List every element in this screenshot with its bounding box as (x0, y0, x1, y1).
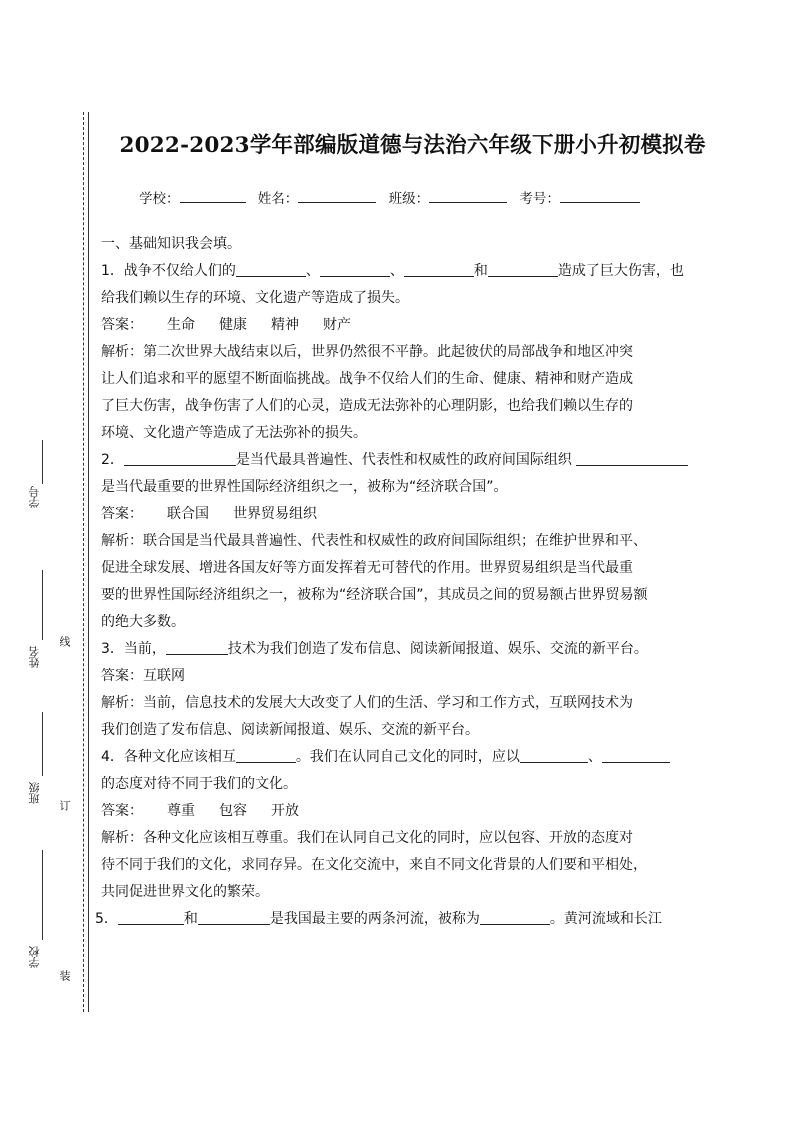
q2-analysis-line: 要的世界性国际经济组织之一，被称为“经济联合国”，其成员之间的贸易额占世界贸易额 (101, 587, 648, 603)
answer-value: 开放 (271, 803, 299, 819)
question-4-line-2: 的态度对待不同于我们的文化。 (101, 776, 297, 792)
answer-value: 联合国 (167, 506, 209, 522)
question-2-line-2: 是当代最重要的世界性国际经济组织之一，被称为“经济联合国”。 (101, 479, 508, 495)
cut-line (83, 112, 84, 1012)
question-4 (101, 744, 724, 771)
answer-value: 健康 (219, 317, 247, 333)
q4-blank-3[interactable] (602, 748, 670, 763)
exam-title: 2022-2023学年部编版道德与法治六年级下册小升初模拟卷 (119, 133, 706, 158)
name-label: 姓名： (257, 191, 299, 207)
q5-blank-2[interactable] (198, 910, 270, 925)
question-1 (101, 258, 724, 285)
class-field (389, 187, 508, 207)
q1-analysis-line: 解析：第二次世界大战结束以后，世界仍然很不平静。此起彼伏的局部战争和地区冲突 (101, 344, 633, 360)
binding-school-line (42, 850, 43, 940)
exam-content (95, 120, 724, 933)
q2-blank-1[interactable] (124, 451, 236, 466)
answer-value: 精神 (271, 317, 299, 333)
question-2 (101, 447, 724, 474)
class-label: 班级： (388, 191, 430, 207)
exam-no-input-line[interactable] (560, 190, 640, 203)
q1-analysis-line: 环境、文化遗产等造成了无法弥补的损失。 (101, 425, 367, 441)
answer-value: 生命 (167, 317, 195, 333)
answer-value: 尊重 (167, 803, 195, 819)
q2-mid: 是当代最具普遍性、代表性和权威性的政府间国际组织 (235, 452, 572, 468)
binding-line (88, 112, 89, 1012)
q4-prefix: 4．各种文化应该相互 (101, 749, 236, 765)
answer-value: 包容 (219, 803, 247, 819)
q3-suffix: 技术为我们创造了发布信息、阅读新闻报道、娱乐、交流的新平台。 (227, 641, 648, 657)
name-input-line[interactable] (298, 190, 376, 203)
q1-blank-1[interactable] (236, 262, 306, 277)
answer-value: 财产 (323, 317, 351, 333)
q5-blank-3[interactable] (480, 910, 550, 925)
q1-and: 和 (473, 263, 488, 279)
q3-blank-1[interactable] (166, 640, 228, 655)
student-info-row (101, 187, 724, 207)
exam-no-label: 考号： (519, 191, 560, 207)
school-field (139, 187, 246, 207)
question-5 (95, 906, 724, 933)
question-1-line-2: 给我们赖以生存的环境、文化遗产等造成了损失。 (101, 290, 409, 306)
q3-analysis-line: 我们创造了发布信息、阅读新闻报道、娱乐、交流的新平台。 (101, 722, 479, 738)
q5-blank-1[interactable] (118, 910, 184, 925)
q3-prefix: 3．当前， (101, 641, 166, 657)
class-input-line[interactable] (429, 190, 507, 203)
binding-school-label: 学校 (28, 946, 41, 968)
q1-separator: 、 (305, 263, 320, 279)
q5-suffix: 。黄河流域和长江 (549, 911, 662, 927)
q5-and: 和 (183, 911, 198, 927)
answer-label: 答案： (101, 506, 143, 522)
q1-answer (101, 312, 724, 339)
exam-no-field (519, 187, 640, 207)
q4-blank-1[interactable] (236, 748, 296, 763)
cut-mark-pack: 装 (58, 970, 71, 981)
cut-mark-bind: 订 (58, 800, 71, 811)
q1-blank-2[interactable] (320, 262, 390, 277)
q3-answer: 答案：互联网 (101, 668, 185, 684)
school-label: 学校： (139, 191, 180, 207)
question-3 (101, 636, 724, 663)
section-heading: 一、基础知识我会填。 (101, 236, 241, 252)
binding-class (28, 712, 58, 822)
q5-mid: 是我国最主要的两条河流，被称为 (269, 911, 480, 927)
q4-answer (101, 798, 724, 825)
binding-name-line (42, 570, 43, 640)
q4-blank-2[interactable] (520, 748, 588, 763)
binding-class-label: 班级 (28, 782, 41, 804)
q4-analysis-line: 解析：各种文化应该相互尊重。我们在认同自己文化的同时，应以包容、开放的态度对 (101, 830, 633, 846)
q4-analysis-line: 待不同于我们的文化，求同存异。在文化交流中，来自不同文化背景的人们要和平相处， (101, 857, 647, 873)
binding-margin (0, 0, 100, 1123)
section-basic-knowledge (95, 231, 724, 933)
q4-analysis-line: 共同促进世界文化的繁荣。 (101, 884, 269, 900)
binding-student-no-line (42, 440, 43, 484)
q2-prefix: 2． (101, 452, 124, 468)
q2-blank-2[interactable] (576, 451, 688, 466)
q2-analysis-line: 解析：联合国是当代最具普遍性、代表性和权威性的政府间国际组织；在维护世界和平、 (101, 533, 647, 549)
answer-label: 答案： (101, 803, 143, 819)
q2-answer (101, 501, 724, 528)
q1-analysis-line: 了巨大伤害，战争伤害了人们的心灵，造成无法弥补的心理阴影，也给我们赖以生存的 (101, 398, 633, 414)
binding-name (28, 570, 58, 680)
q1-suffix: 造成了巨大伤害，也 (557, 263, 684, 279)
q1-prefix: 1．战争不仅给人们的 (101, 263, 236, 279)
q1-separator: 、 (389, 263, 404, 279)
binding-school (28, 850, 58, 990)
name-field (258, 187, 377, 207)
q1-blank-4[interactable] (488, 262, 558, 277)
cut-mark-line: 线 (58, 636, 71, 647)
q4-separator: 、 (587, 749, 602, 765)
q3-analysis-line: 解析：当前，信息技术的发展大大改变了人们的生活、学习和工作方式，互联网技术为 (101, 695, 633, 711)
binding-name-label: 姓名 (28, 646, 41, 668)
q4-mid: 。我们在认同自己文化的同时，应以 (295, 749, 520, 765)
answer-value: 世界贸易组织 (233, 506, 317, 522)
binding-class-line (42, 712, 43, 776)
q2-analysis-line: 促进全球发展、增进各国友好等方面发挥着无可替代的作用。世界贸易组织是当代最重 (101, 560, 633, 576)
answer-label: 答案： (101, 317, 143, 333)
q1-blank-3[interactable] (404, 262, 474, 277)
q2-analysis-line: 的绝大多数。 (101, 614, 185, 630)
binding-student-no (28, 440, 58, 510)
q1-analysis-line: 让人们追求和平的愿望不断面临挑战。战争不仅给人们的生命、健康、精神和财产造成 (101, 371, 633, 387)
q5-prefix: 5． (95, 911, 118, 927)
school-input-line[interactable] (180, 190, 246, 203)
binding-student-no-label: 学号 (28, 486, 41, 508)
